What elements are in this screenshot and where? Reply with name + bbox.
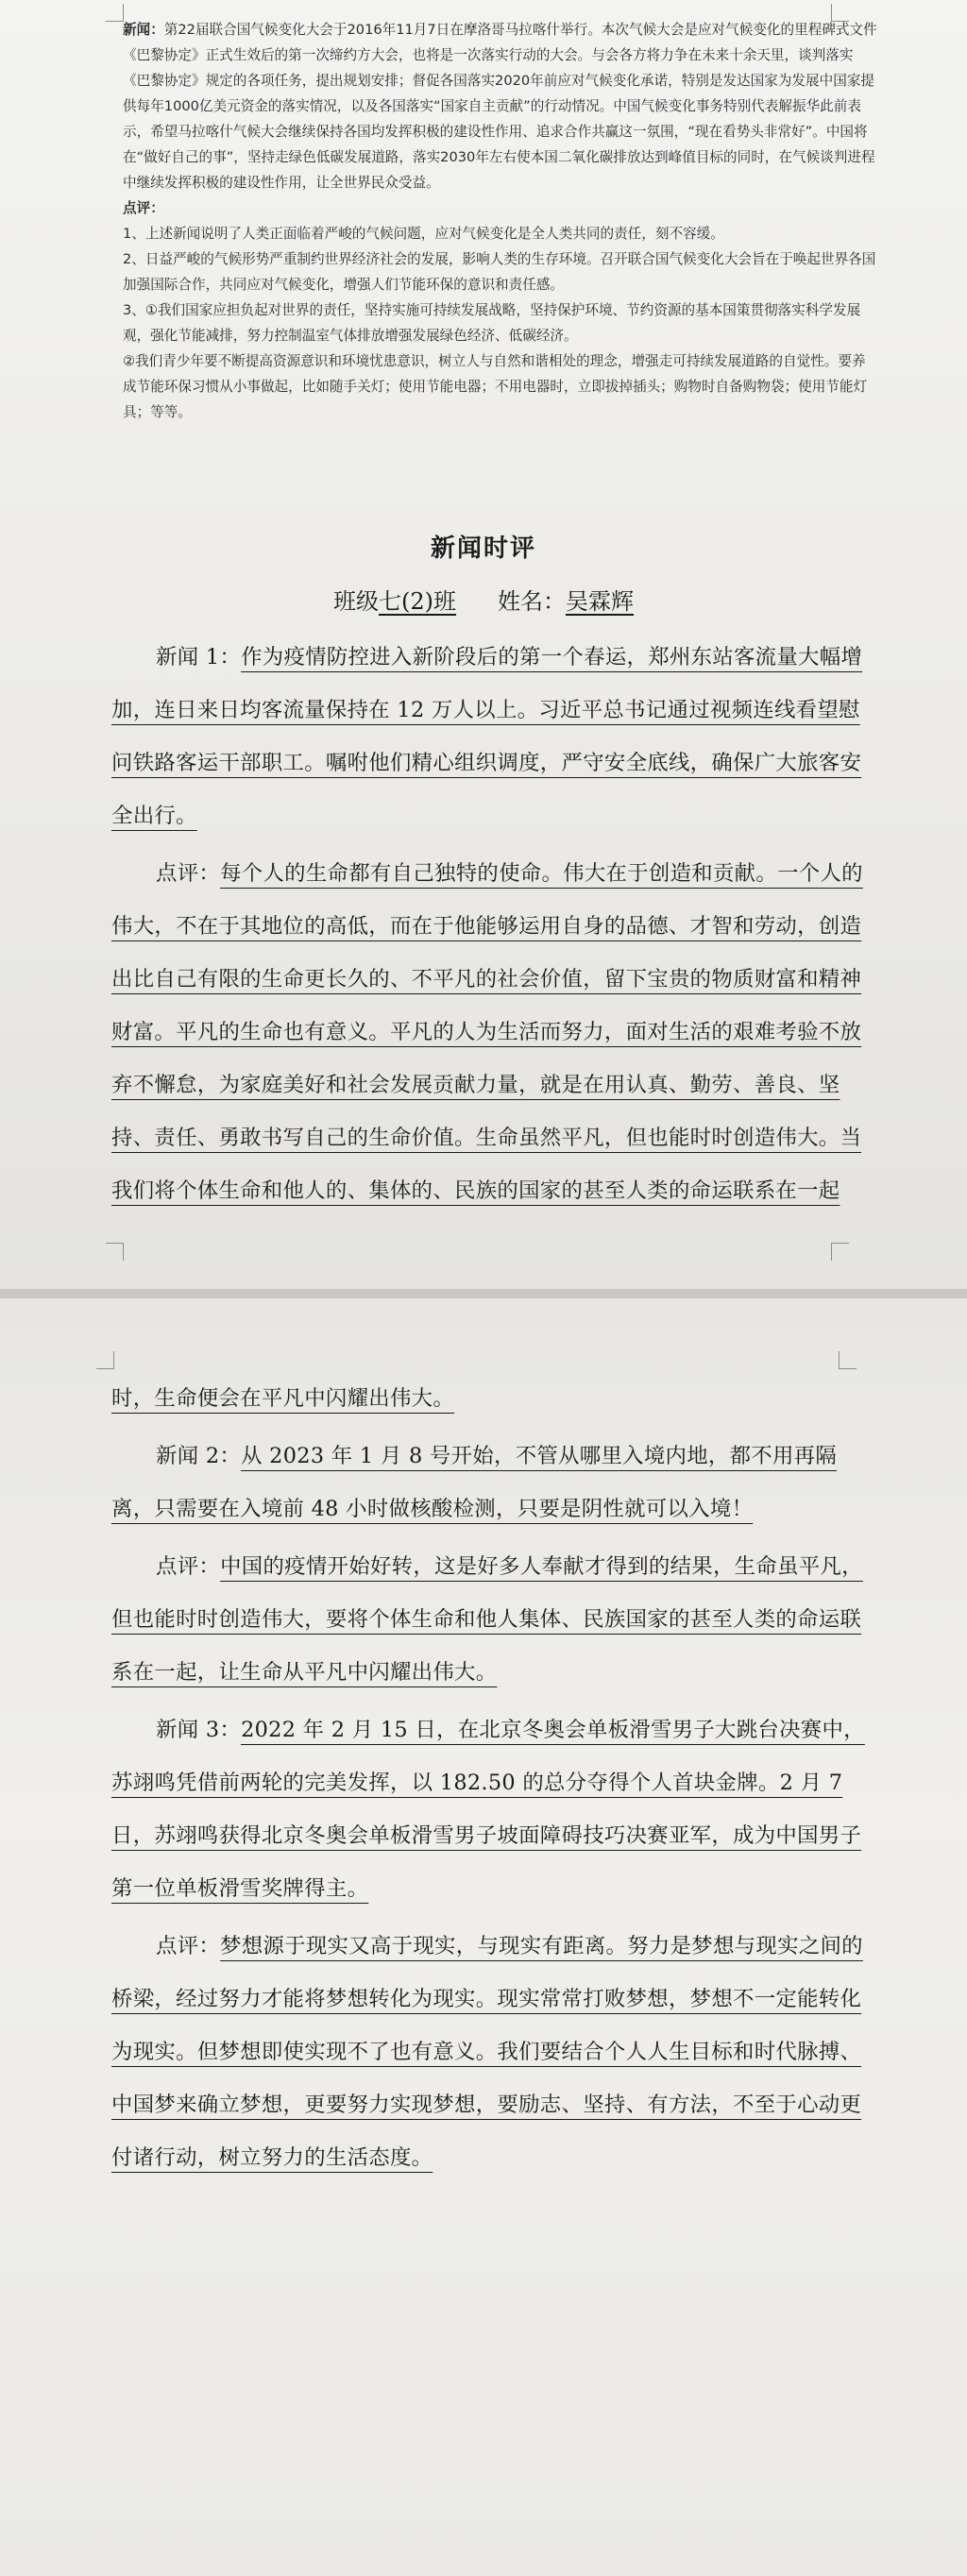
comment-2-paragraph (111, 1540, 873, 1699)
page-corner-mark (106, 1243, 124, 1261)
news-2-label: 新闻 2： (156, 1444, 242, 1468)
news-2-text: 从 2023 年 1 月 8 号开始，不管从哪里入境内地，都不用再隔离，只需要在入境前 48 小时做核酸检测，只要是阴性就可以入境！ (111, 1444, 838, 1521)
essay-byline (0, 583, 967, 616)
climate-comment-label: 点评： (123, 200, 164, 216)
news-3-paragraph (111, 1703, 873, 1915)
comment-3-paragraph (111, 1920, 873, 2184)
comment-3-label: 点评： (156, 1934, 221, 1958)
page-gap (0, 1289, 967, 1298)
comment-1-paragraph (111, 847, 873, 1217)
news-1-label: 新闻 1： (156, 645, 242, 669)
news-1-text: 作为疫情防控进入新阶段后的第一个春运，郑州东站客流量大幅增加，连日来日均客流量保持在 12 万人以上。习近平总书记通过视频连线看望慰问铁路客运干部职工。嘱咐他们精心组织调度，严守安全底线，确保广大旅客安全出行。 (111, 645, 863, 828)
climate-news-paragraph (123, 17, 878, 195)
page-corner-mark (106, 4, 124, 22)
document-page-2 (0, 1298, 967, 2576)
climate-comment-point-2: 2、日益严峻的气候形势严重制约世界经济社会的发展，影响人类的生存环境。召开联合国气候变化大会旨在于唤起世界各国加强国际合作，共同应对气候变化，增强人们节能环保的意识和责任感。 (123, 251, 876, 293)
news-1-paragraph (111, 631, 873, 842)
comment-1-text: 每个人的生命都有自己独特的使命。伟大在于创造和贡献。一个人的伟大，不在于其地位的高低，而在于他能够运用自身的品德、才智和劳动，创造出比自己有限的生命更长久的、不平凡的社会价值，留下宝贵的物质财富和精神财富。平凡的生命也有意义。平凡的人为生活而努力，面对生活的艰难考验不放弃不懈怠，为家庭美好和社会发展贡献力量，就是在用认真、勤劳、善良、坚持、责任、勇敢书写自己的生命价值。生命虽然平凡，但也能时时创造伟大。当我们将个体生命和他人的、集体的、民族的国家的甚至人类的命运联系在一起 (111, 861, 863, 1203)
essay-body-page-2 (111, 1372, 873, 2189)
climate-comment-point-4: ②我们青少年要不断提高资源意识和环境忧患意识，树立人与自然和谐相处的理念，增强走可持续发展道路的自觉性。要养成节能环保习惯从小事做起，比如随手关灯；使用节能电器；不用电器时，立即拔掉插头；购物时自备购物袋；使用节能灯具；等等。 (123, 353, 868, 420)
climate-comment-point-3: 3、①我们国家应担负起对世界的责任，坚持实施可持续发展战略，坚持保护环境、节约资源的基本国策贯彻落实科学发展观，强化节能减排，努力控制温室气体排放增强发展绿色经济、低碳经济。 (123, 302, 861, 344)
climate-news-text: 第22届联合国气候变化大会于2016年11月7日在摩洛哥马拉喀什举行。本次气候大会是应对气候变化的里程碑式文件《巴黎协定》正式生效后的第一次缔约方大会，也将是一次落实行动的大会。与会各方将力争在未来十余天里，谈判落实《巴黎协定》规定的各项任务，提出规划安排；督促各国落实2020年前应对气候变化承诺，特别是发达国家为发展中国家提供每年1000亿美元资金的落实情况，以及各国落实“国家自主贡献”的行动情况。中国气候变化事务特别代表解振华此前表示，希望马拉喀什气候大会继续保持各国均发挥积极的建设性作用、追求合作共赢这一氛围，“现在看势头非常好”。中国将在“做好自己的事”，坚持走绿色低碳发展道路，落实2030年左右使本国二氧化碳排放达到峰值目标的同时，在气候谈判进程中继续发挥积极的建设性作用，让全世界民众受益。 (123, 22, 877, 191)
news-3-text: 2022 年 2 月 15 日，在北京冬奥会单板滑雪男子大跳台决赛中，苏翊鸣凭借前两轮的完美发挥，以 182.50 的总分夺得个人首块金牌。2 月 7 日，苏翊鸣获得北京冬奥会单板滑雪男子坡面障碍技巧决赛亚军，成为中国男子第一位单板滑雪奖牌得主。 (111, 1718, 865, 1901)
climate-comment-point-1: 1、上述新闻说明了人类正面临着严峻的气候问题，应对气候变化是全人类共同的责任，刻不容缓。 (123, 226, 724, 242)
comment-1-label: 点评： (156, 861, 221, 886)
page-corner-mark (839, 1351, 857, 1369)
essay-title: 新闻时评 (430, 534, 536, 563)
name-value: 吴霖辉 (566, 588, 634, 615)
climate-news-label: 新闻： (123, 22, 164, 38)
comment-2-text: 中国的疫情开始好转，这是好多人奉献才得到的结果，生命虽平凡，但也能时时创造伟大，要将个体生命和他人集体、民族国家的甚至人类的命运联系在一起，让生命从平凡中闪耀出伟大。 (111, 1554, 863, 1685)
news-2-paragraph (111, 1430, 873, 1535)
essay-body-page-1 (111, 631, 873, 1222)
climate-news-section (123, 17, 878, 425)
comment-2-label: 点评： (156, 1554, 221, 1579)
comment-3-text: 梦想源于现实又高于现实，与现实有距离。努力是梦想与现实之间的桥梁，经过努力才能将梦想转化为现实。现实常常打败梦想，梦想不一定能转化为现实。但梦想即使实现不了也有意义。我们要结合个人人生目标和时代脉搏、中国梦来确立梦想，更要努力实现梦想，要励志、坚持、有方法，不至于心动更付诸行动，树立努力的生活态度。 (111, 1934, 863, 2170)
class-value: 七(2)班 (379, 588, 456, 615)
page-corner-mark (831, 1243, 849, 1261)
class-label: 班级 (333, 588, 379, 615)
name-label: 姓名： (498, 588, 566, 615)
news-3-label: 新闻 3： (156, 1718, 242, 1742)
page-corner-mark (96, 1351, 114, 1369)
comment-1-continuation (111, 1372, 873, 1425)
comment-1-text-end: 时，生命便会在平凡中闪耀出伟大。 (111, 1386, 455, 1411)
